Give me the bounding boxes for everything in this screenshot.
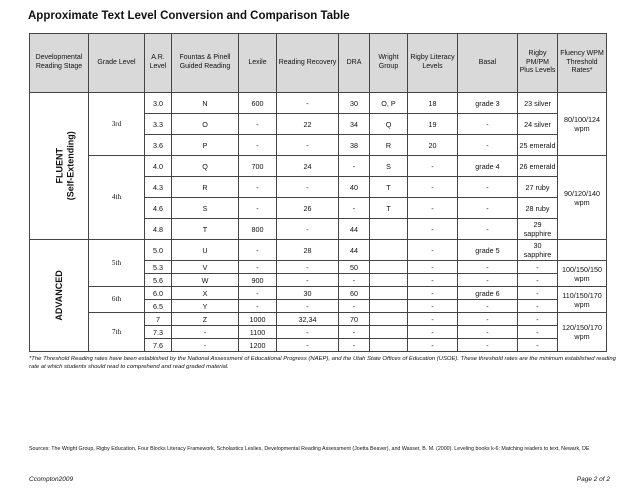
pm-cell: - [518, 261, 558, 274]
grade-cell: 3rd [89, 93, 145, 156]
header-cell: Reading Recovery [277, 34, 339, 93]
fluency-cell: 80/100/124 wpm [558, 93, 607, 156]
header-cell: A.R. Level [145, 34, 172, 93]
dra-cell: - [339, 156, 370, 177]
lexile-cell: - [239, 135, 277, 156]
ar-cell: 4.0 [145, 156, 172, 177]
wright-cell: T [370, 177, 408, 198]
pm-cell: 30 sapphire [518, 240, 558, 261]
fp-cell: P [172, 135, 239, 156]
basal-cell: - [458, 261, 518, 274]
rr-cell: - [277, 177, 339, 198]
fp-cell: - [172, 326, 239, 339]
dra-cell: 40 [339, 177, 370, 198]
lexile-cell: 900 [239, 274, 277, 287]
page-title: Approximate Text Level Conversion and Comparison Table [28, 10, 350, 22]
rigby-cell: - [408, 177, 458, 198]
rigby-cell: - [408, 300, 458, 313]
ar-cell: 3.6 [145, 135, 172, 156]
fp-cell: Z [172, 313, 239, 326]
dra-cell: 34 [339, 114, 370, 135]
pm-cell: 24 silver [518, 114, 558, 135]
header-cell: Basal [458, 34, 518, 93]
rr-cell: - [277, 219, 339, 240]
wright-cell: S [370, 156, 408, 177]
table-row [30, 313, 607, 326]
pm-cell: - [518, 287, 558, 300]
wright-cell [370, 261, 408, 274]
rr-cell: - [277, 339, 339, 352]
rigby-cell: - [408, 198, 458, 219]
rr-cell: - [277, 274, 339, 287]
lexile-cell: 1000 [239, 313, 277, 326]
ar-cell: 7.6 [145, 339, 172, 352]
grade-cell: 5th [89, 240, 145, 287]
header-row [30, 34, 607, 93]
ar-cell: 6.5 [145, 300, 172, 313]
basal-cell: - [458, 135, 518, 156]
dra-cell: - [339, 339, 370, 352]
fp-cell: O [172, 114, 239, 135]
basal-cell: - [458, 177, 518, 198]
header-cell: DRA [339, 34, 370, 93]
basal-cell: - [458, 114, 518, 135]
rigby-cell: - [408, 240, 458, 261]
ar-cell: 3.0 [145, 93, 172, 114]
fluency-cell: 90/120/140 wpm [558, 156, 607, 240]
fp-cell: Y [172, 300, 239, 313]
header-cell: Grade Level [89, 34, 145, 93]
pm-cell: - [518, 326, 558, 339]
lexile-cell: 1100 [239, 326, 277, 339]
pm-cell: 25 emerald [518, 135, 558, 156]
lexile-cell: - [239, 300, 277, 313]
pm-cell: 28 ruby [518, 198, 558, 219]
rr-cell: - [277, 326, 339, 339]
lexile-cell: - [239, 198, 277, 219]
lexile-cell: - [239, 177, 277, 198]
sources-line: Sources: The Wright Group, Rigby Education, Four Blocks Literacy Framework, Scholastics Leslies, Developmental Reading Assessment (Joetta Beaver), and Wasser, B. M. (2000). Leveling books k-6: Matching readers to text, Newark, DE [29, 446, 590, 452]
header-cell: Fountas & Pinell Guided Reading [172, 34, 239, 93]
ar-cell: 4.6 [145, 198, 172, 219]
grade-cell: 6th [89, 287, 145, 313]
rigby-cell: 20 [408, 135, 458, 156]
basal-cell: - [458, 326, 518, 339]
footnote: *The Threshold Reading rates have been established by the National Assessment of Educational Progress (NAEP), and the Utah State Offices of Education (USOE). These threshold rates are the minimum established reading rate at which students should read to comprehend and read graded material. [29, 356, 616, 371]
wright-cell: Q [370, 114, 408, 135]
header-cell: Developmental Reading Stage [30, 34, 89, 93]
pm-cell: 27 ruby [518, 177, 558, 198]
lexile-cell: - [239, 287, 277, 300]
grade-cell: 4th [89, 156, 145, 240]
basal-cell: - [458, 219, 518, 240]
dra-cell: 44 [339, 219, 370, 240]
basal-cell: - [458, 313, 518, 326]
header-cell: Lexile [239, 34, 277, 93]
pm-cell: - [518, 300, 558, 313]
rr-cell: 24 [277, 156, 339, 177]
fluency-cell [558, 240, 607, 261]
pm-cell: - [518, 274, 558, 287]
rigby-cell: - [408, 274, 458, 287]
table-row [30, 156, 607, 177]
ar-cell: 3.3 [145, 114, 172, 135]
header-cell: Fluency WPM Threshold Rates* [558, 34, 607, 93]
ar-cell: 5.6 [145, 274, 172, 287]
fp-cell: Q [172, 156, 239, 177]
rigby-cell: - [408, 339, 458, 352]
fp-cell: V [172, 261, 239, 274]
dra-cell: 30 [339, 93, 370, 114]
table-row [30, 287, 607, 300]
stage-label: FLUENT [54, 148, 65, 184]
ar-cell: 4.8 [145, 219, 172, 240]
dra-cell: - [339, 300, 370, 313]
basal-cell: grade 4 [458, 156, 518, 177]
wright-cell [370, 240, 408, 261]
rigby-cell: - [408, 219, 458, 240]
ar-cell: 4.3 [145, 177, 172, 198]
lexile-cell: 800 [239, 219, 277, 240]
table-row [30, 93, 607, 114]
rr-cell: 22 [277, 114, 339, 135]
ar-cell: 7 [145, 313, 172, 326]
table-row [30, 240, 607, 261]
pm-cell: 26 emerald [518, 156, 558, 177]
basal-cell: - [458, 339, 518, 352]
wright-cell [370, 274, 408, 287]
fluency-cell: 120/150/170 wpm [558, 313, 607, 352]
fp-cell: R [172, 177, 239, 198]
wright-cell [370, 313, 408, 326]
basal-cell: - [458, 198, 518, 219]
stage-sublabel: (Self-Extending) [65, 131, 76, 201]
dra-cell: - [339, 198, 370, 219]
dra-cell: 50 [339, 261, 370, 274]
ar-cell: 5.0 [145, 240, 172, 261]
rr-cell: - [277, 261, 339, 274]
basal-cell: - [458, 300, 518, 313]
wright-cell [370, 326, 408, 339]
ar-cell: 6.0 [145, 287, 172, 300]
stage-cell-fluent [30, 93, 89, 240]
dra-cell: 70 [339, 313, 370, 326]
lexile-cell: - [239, 240, 277, 261]
rigby-cell: - [408, 313, 458, 326]
wright-cell: T [370, 198, 408, 219]
fp-cell: U [172, 240, 239, 261]
grade-cell: 7th [89, 313, 145, 352]
wright-cell [370, 287, 408, 300]
rr-cell: - [277, 93, 339, 114]
rr-cell: - [277, 135, 339, 156]
dra-cell: 60 [339, 287, 370, 300]
fp-cell: - [172, 339, 239, 352]
wright-cell: R [370, 135, 408, 156]
basal-cell: - [458, 274, 518, 287]
pm-cell: 23 silver [518, 93, 558, 114]
rigby-cell: 19 [408, 114, 458, 135]
rigby-cell: - [408, 287, 458, 300]
pm-cell: 29 sapphire [518, 219, 558, 240]
rr-cell: 26 [277, 198, 339, 219]
rr-cell: - [277, 300, 339, 313]
header-cell: Rigby Literacy Levels [408, 34, 458, 93]
lexile-cell: 600 [239, 93, 277, 114]
stage-label: ADVANCED [53, 270, 64, 321]
ar-cell: 5.3 [145, 261, 172, 274]
fp-cell: S [172, 198, 239, 219]
fp-cell: W [172, 274, 239, 287]
basal-cell: grade 6 [458, 287, 518, 300]
rr-cell: 32,34 [277, 313, 339, 326]
wright-cell [370, 300, 408, 313]
fp-cell: N [172, 93, 239, 114]
pm-cell: - [518, 313, 558, 326]
lexile-cell: - [239, 114, 277, 135]
rigby-cell: 18 [408, 93, 458, 114]
fp-cell: T [172, 219, 239, 240]
dra-cell: 38 [339, 135, 370, 156]
stage-cell-advanced [30, 240, 89, 352]
header-cell: Rigby PM/PM Plus Levels [518, 34, 558, 93]
pm-cell: - [518, 339, 558, 352]
dra-cell: - [339, 326, 370, 339]
ar-cell: 7.3 [145, 326, 172, 339]
basal-cell: grade 3 [458, 93, 518, 114]
basal-cell: grade 5 [458, 240, 518, 261]
wright-cell: O, P [370, 93, 408, 114]
dra-cell: 44 [339, 240, 370, 261]
lexile-cell: 1200 [239, 339, 277, 352]
wright-cell [370, 219, 408, 240]
page-number: Page 2 of 2 [576, 476, 610, 483]
fp-cell: X [172, 287, 239, 300]
author-credit: Ccompton2009 [29, 476, 74, 483]
rigby-cell: - [408, 326, 458, 339]
lexile-cell: 700 [239, 156, 277, 177]
wright-cell [370, 339, 408, 352]
lexile-cell: - [239, 261, 277, 274]
rr-cell: 28 [277, 240, 339, 261]
fluency-cell: 100/150/150 wpm [558, 261, 607, 287]
fluency-cell: 110/150/170 wpm [558, 287, 607, 313]
dra-cell: - [339, 274, 370, 287]
header-cell: Wright Group [370, 34, 408, 93]
conversion-table [29, 33, 607, 352]
rr-cell: 30 [277, 287, 339, 300]
rigby-cell: - [408, 156, 458, 177]
rigby-cell: - [408, 261, 458, 274]
